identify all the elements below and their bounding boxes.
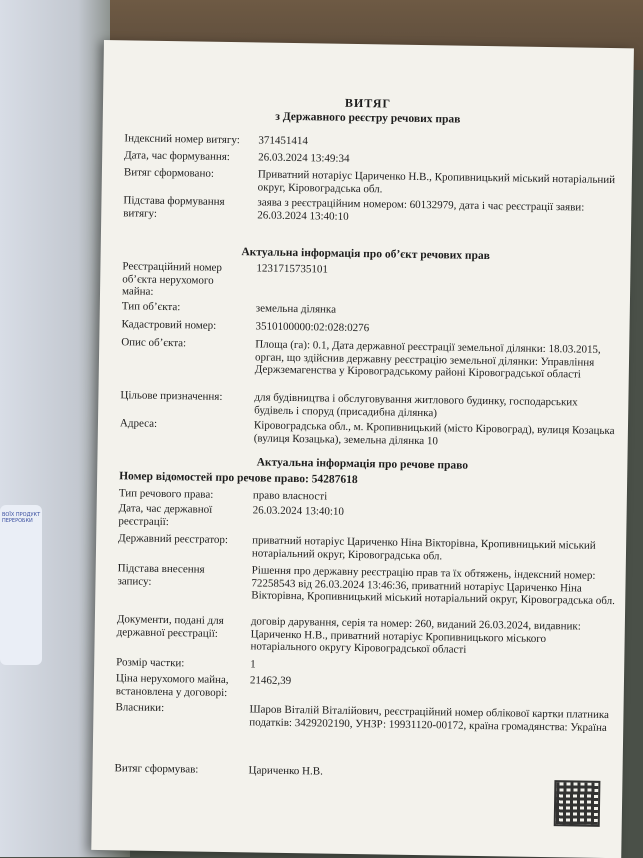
right-value: приватний нотаріус Цариченко Ніна Вікторівна, Кропивницький міський нотаріальний округ, Кіровоградська обл.: [251, 534, 596, 562]
info-label: Витяг сформовано:: [123, 166, 215, 180]
footer-row: [114, 762, 614, 784]
object-value: для будівництва і обслуговування житлового будинку, господарських будівель і споруд (присадибна ділянка): [254, 391, 578, 419]
object-label: Реєстраційний номер об’єкта нерухомого майна:: [121, 260, 223, 298]
right-label: Дата, час державної реєстрації:: [118, 502, 213, 528]
record-number-label: Номер відомостей про речове право:: [119, 470, 309, 486]
info-label: Дата, час формування:: [124, 149, 230, 163]
right-row: [116, 613, 617, 661]
right-label: Державний реєстратор:: [118, 532, 229, 547]
footer-value: Цариченко Н.В.: [248, 764, 323, 778]
object-label: Кадастровий номер:: [121, 318, 217, 332]
info-value: Приватний нотаріус Цариченко Н.В., Кропивницький міський нотаріальний округ, Кіровоградська обл.: [257, 168, 616, 195]
object-value: Кіровоградська обл., м. Кропивницький (місто Кіровоград), вулиця Козацька (вулиця Козацька), земельна ділянка 10: [253, 419, 615, 447]
record-number-line: [119, 470, 358, 486]
right-value: 26.03.2024 13:40:10: [252, 504, 345, 518]
object-value: Площа (га): 0.1, Дата державної реєстрації земельної ділянки: 18.03.2015, орган, що здійснив державну реєстрацію земельної ділянки: Управління Держземагенства у Кіровоградському районі Кіровоградської області: [254, 338, 601, 381]
right-value: Шаров Віталій Віталійович, реєстраційний номер облікової картки платника податків: 3429202190, УНЗР: 19931120-00172, країна громадянства: Україна: [249, 703, 610, 734]
document-subtitle: з Державного реєстру речових прав: [275, 110, 461, 126]
right-section-title: Актуальна інформація про речове право: [256, 456, 469, 472]
background-product-label: [0, 505, 42, 665]
object-row: [121, 336, 622, 394]
background-label-text: ВОЇХ ПРОДУКТ ПЕРЕРОБКИ: [2, 512, 41, 524]
info-label: Індексний номер витягу:: [124, 132, 240, 147]
right-label: Документи, подані для державної реєстрації:: [116, 613, 224, 640]
info-value: 26.03.2024 13:49:34: [258, 151, 350, 165]
right-value: 1: [250, 658, 256, 671]
object-label: Адреса:: [119, 417, 158, 430]
qr-code-icon: [556, 782, 599, 825]
right-row: [117, 562, 618, 620]
right-label: Підстава внесення запису:: [117, 562, 205, 588]
object-section-title: Актуальна інформація про об’єкт речових прав: [241, 246, 491, 263]
record-number-value: 54287618: [311, 473, 358, 487]
object-label: Тип об’єкта:: [121, 300, 181, 314]
right-label: Тип речового права:: [118, 487, 214, 501]
object-label: Опис об’єкта:: [121, 336, 187, 350]
object-value: 3510100000:02:028:0276: [255, 320, 370, 335]
extract-sheet: [91, 40, 634, 858]
object-value: земельна ділянка: [255, 302, 337, 316]
footer-label: Витяг сформував:: [114, 762, 199, 776]
info-label: Підстава формування витягу:: [123, 194, 225, 220]
document-title: ВИТЯГ: [344, 95, 392, 111]
info-value: заява з реєстраційним номером: 60132979, дата і час реєстрації заяви: 26.03.2024 13:40:10: [257, 196, 585, 223]
right-label: Власники:: [115, 701, 165, 715]
right-value: Рішення про державну реєстрацію прав та їх обтяжень, індексний номер: 72258543 від 26.03.2024 13:46:36, приватний нотаріус Цариченко Ніна Вікторівна, Кропивницький міський нотаріальний округ, Кіровоградська обл.: [251, 564, 616, 608]
object-label: Цільове призначення:: [120, 389, 223, 403]
right-row: [115, 701, 616, 749]
right-value: право власності: [252, 489, 328, 503]
right-value: договір дарування, серія та номер: 260, виданий 26.03.2024, видавник: Цариченко Н.В., приватний нотаріус Кропивницького міського нотаріального округу Кіровоградської області: [250, 615, 581, 656]
object-value: 1231715735101: [256, 262, 329, 276]
right-label: Ціна нерухомого майна, встановлена у договорі:: [115, 672, 229, 699]
right-value: 21462,39: [249, 674, 292, 688]
right-label: Розмір частки:: [116, 656, 185, 670]
info-value: 371451414: [258, 134, 309, 148]
